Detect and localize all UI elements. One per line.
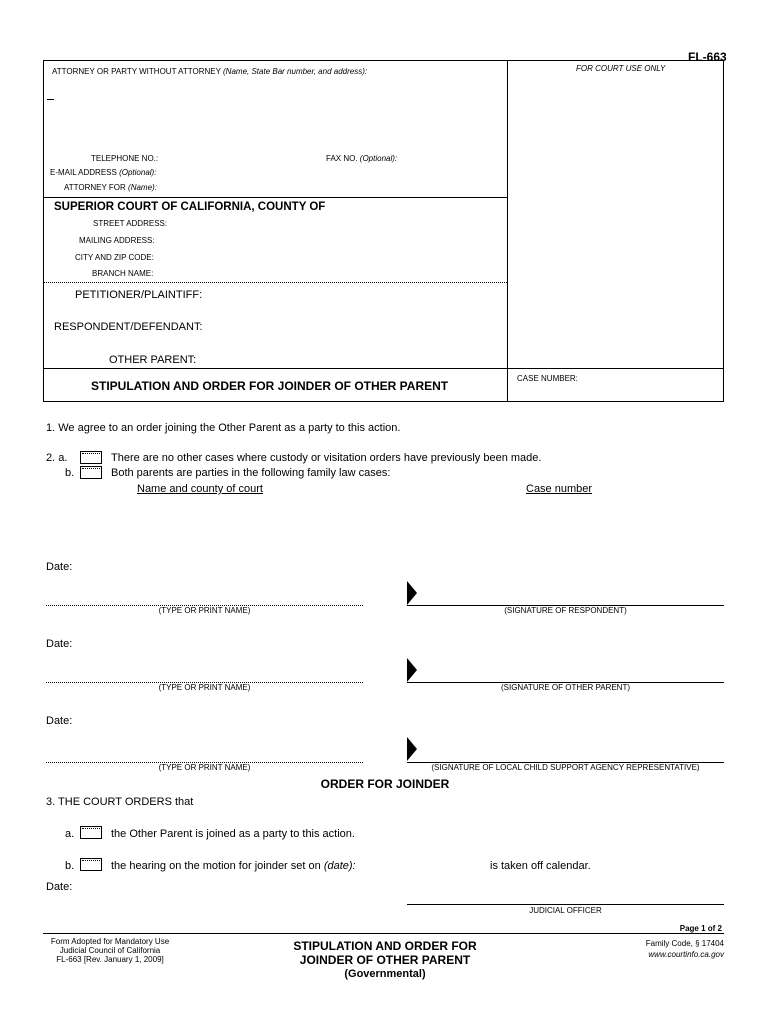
sig1-print-label: (TYPE OR PRINT NAME) xyxy=(158,606,251,615)
case-number-label: CASE NUMBER: xyxy=(517,374,578,383)
divider xyxy=(43,197,507,198)
sig2-arrow-icon xyxy=(407,658,417,682)
court-use-divider xyxy=(507,60,508,402)
attorney-name-field[interactable] xyxy=(52,80,492,150)
sig3-date-label: Date: xyxy=(46,715,73,727)
court-cases-field[interactable] xyxy=(110,500,490,550)
sig1-date-label: Date: xyxy=(46,561,73,573)
sig2-print-label: (TYPE OR PRINT NAME) xyxy=(158,683,251,692)
street-label: STREET ADDRESS: xyxy=(93,219,168,228)
branch-label: BRANCH NAME: xyxy=(92,269,154,278)
other-parent-label: OTHER PARENT: xyxy=(109,354,197,366)
case-column-header: Case number xyxy=(526,483,593,495)
sig3-arrow-icon xyxy=(407,737,417,761)
item-2a-checkbox[interactable] xyxy=(80,451,102,464)
attorney-label: ATTORNEY OR PARTY WITHOUT ATTORNEY (Name, State Bar number, and address): xyxy=(52,67,368,76)
sig1-name-field[interactable] xyxy=(46,588,362,604)
divider xyxy=(43,282,507,283)
item-2b-number: b. xyxy=(65,467,75,479)
page-number: Page 1 of 2 xyxy=(679,924,722,933)
court-title: SUPERIOR COURT OF CALIFORNIA, COUNTY OF xyxy=(54,201,326,213)
sig2-date-label: Date: xyxy=(46,638,73,650)
sig3-name-field[interactable] xyxy=(46,745,362,761)
sig3-signature-label: (SIGNATURE OF LOCAL CHILD SUPPORT AGENCY REPRESENTATIVE) xyxy=(431,763,700,772)
item-3: 3. THE COURT ORDERS that xyxy=(46,796,194,808)
item-2b-checkbox[interactable] xyxy=(80,466,102,479)
sig2-name-field[interactable] xyxy=(46,665,362,681)
telephone-label: TELEPHONE NO.: xyxy=(91,154,159,163)
sig2-date-field[interactable] xyxy=(80,635,280,651)
mailing-field[interactable] xyxy=(158,232,503,246)
item-1: 1. We agree to an order joining the Other Parent as a party to this action. xyxy=(46,422,401,434)
case-numbers-field[interactable] xyxy=(500,500,700,550)
petitioner-field[interactable] xyxy=(198,286,503,302)
sig1-arrow-icon xyxy=(407,581,417,605)
email-label: E-MAIL ADDRESS (Optional): xyxy=(50,168,157,177)
sig1-signature-label: (SIGNATURE OF RESPONDENT) xyxy=(504,606,627,615)
item-3b-checkbox[interactable] xyxy=(80,858,102,871)
sig3-date-field[interactable] xyxy=(80,712,280,728)
item-3a-text: the Other Parent is joined as a party to this action. xyxy=(111,828,355,840)
item-3b-tail: is taken off calendar. xyxy=(490,860,591,872)
other-parent-field[interactable] xyxy=(198,351,503,367)
item-3b-text: the hearing on the motion for joinder set on (date): xyxy=(111,860,356,872)
sig3-print-label: (TYPE OR PRINT NAME) xyxy=(158,763,251,772)
respondent-label: RESPONDENT/DEFENDANT: xyxy=(54,321,203,333)
order-heading: ORDER FOR JOINDER xyxy=(320,777,450,791)
telephone-field[interactable] xyxy=(158,150,318,164)
item-2b-text: Both parents are parties in the following family law cases: xyxy=(111,467,391,479)
email-field[interactable] xyxy=(158,165,503,179)
city-zip-field[interactable] xyxy=(158,249,503,263)
respondent-field[interactable] xyxy=(198,318,503,334)
footer-divider xyxy=(43,933,724,934)
fax-field[interactable] xyxy=(398,150,503,164)
branch-field[interactable] xyxy=(158,265,503,279)
sig1-date-field[interactable] xyxy=(80,558,280,574)
footer-citation: Family Code, § 17404 www.courtinfo.ca.gov xyxy=(645,939,724,959)
petitioner-label: PETITIONER/PLAINTIFF: xyxy=(75,289,203,301)
attorney-for-field[interactable] xyxy=(158,180,503,194)
item-2a-text: There are no other cases where custody or visitation orders have previously been made. xyxy=(111,452,542,464)
item-3a-number: a. xyxy=(65,828,75,840)
judicial-officer-label: JUDICIAL OFFICER xyxy=(529,906,602,915)
judicial-officer-signature-line[interactable] xyxy=(407,904,724,905)
order-date-field[interactable] xyxy=(80,878,280,894)
city-zip-label: CITY AND ZIP CODE: xyxy=(75,253,154,262)
item-2a-number: 2. a. xyxy=(46,452,68,464)
hearing-date-field[interactable] xyxy=(365,857,485,873)
street-field[interactable] xyxy=(158,215,503,229)
adopted-note: Form Adopted for Mandatory Use Judicial Council of California FL-663 [Rev. January 1, 2009] xyxy=(50,937,170,964)
case-title: STIPULATION AND ORDER FOR JOINDER OF OTHER PARENT xyxy=(91,379,449,393)
case-number-field[interactable] xyxy=(515,385,720,399)
court-use-label: FOR COURT USE ONLY xyxy=(576,64,666,73)
attorney-for-label: ATTORNEY FOR (Name): xyxy=(64,183,157,192)
fax-label: FAX NO. (Optional): xyxy=(326,154,398,163)
item-3b-number: b. xyxy=(65,860,75,872)
mailing-label: MAILING ADDRESS: xyxy=(79,236,155,245)
order-date-label: Date: xyxy=(46,881,73,893)
court-column-header: Name and county of court xyxy=(137,483,263,495)
item-3a-checkbox[interactable] xyxy=(80,826,102,839)
footer-title: STIPULATION AND ORDER FOR JOINDER OF OTHER PARENT (Governmental) xyxy=(293,939,477,980)
sig2-signature-label: (SIGNATURE OF OTHER PARENT) xyxy=(500,683,631,692)
divider xyxy=(43,368,724,369)
form-number: FL-663 xyxy=(688,50,727,64)
